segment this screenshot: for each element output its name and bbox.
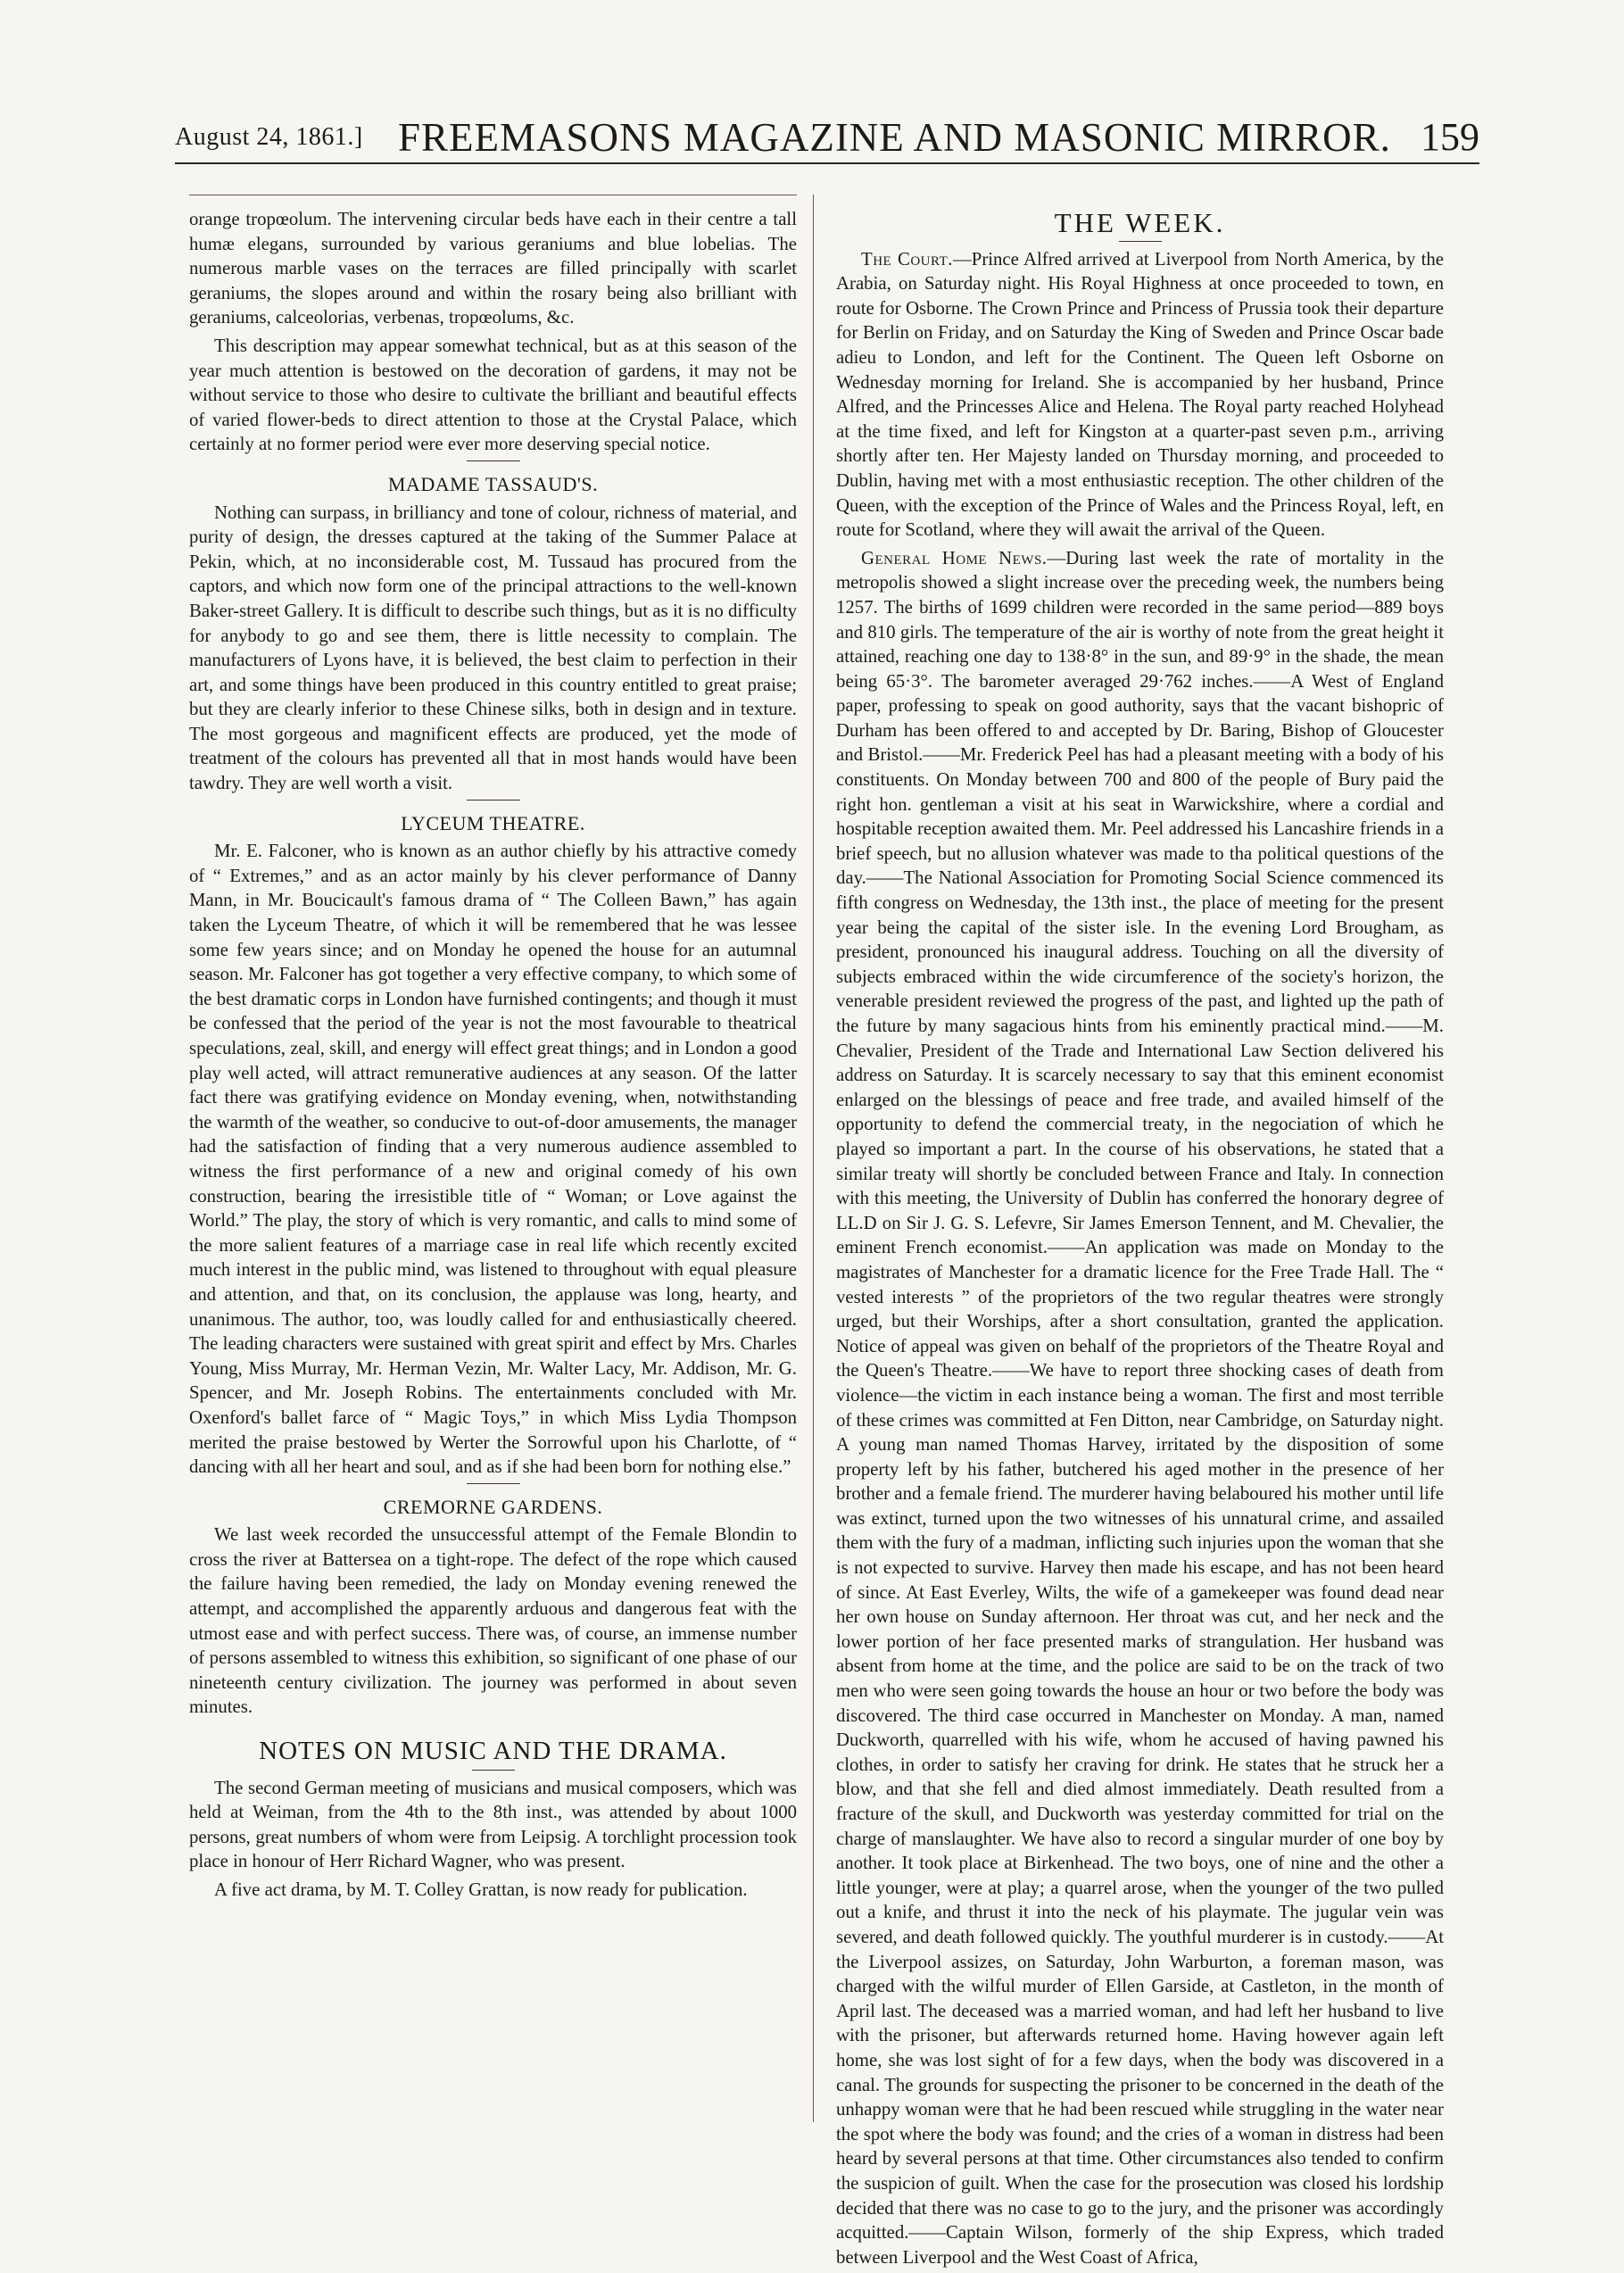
run-in-label: General Home News. — [861, 547, 1048, 568]
paragraph-text: —During last week the rate of mortality in the metropolis showed a slight increase over the preceding week, the numbers being 1257. The births of 1699 children were recorded in the same period—889 boys and 810 girls. The temperature of the air is worthy of note from the great height it attained, reaching one day to 138·8° in the sun, and 89·9° in the shade, the mean being 65·3°. The barometer averaged 29·762 inches.——A West of England paper, professing to speak on good authority, says that the vacant bishopric of Durham has been offered to and accepted by Dr. Baring, Bishop of Gloucester and Bristol.——Mr. Frederick Peel has had a pleasant meeting with a body of his constituents. On Monday between 700 and 800 of the people of Bury paid the right hon. gentleman a visit at his seat in Warwickshire, where a cordial and hospitable reception awaited them. Mr. Peel addressed his Lancashire friends in a brief speech, but no allusion whatever was made to tha political questions of the day.——The National Association for Promoting Social Science commenced its fifth congress on Wednesday, the 13th inst., the place of meeting for the present year being the capital of the sister isle. In the evening Lord Brougham, as president, pronounced his inaugural address. Touching on all the diversity of subjects embraced within the wide circumference of the society's horizon, the venerable president reviewed the progress of the past, and lighted up the path of the future by many sagacious hints from his eminently practical mind.——M. Chevalier, President of the Trade and International Law Section delivered his address on Saturday. It is scarcely necessary to say that this eminent economist enlarged on the blessings of peace and free trade, and availed himself of the opportunity to defend the commercial treaty, in the negociation of which he played so important a part. In the course of his observations, he stated that a similar treaty will shortly be concluded between France and Italy. In connection with this meeting, the University of Dublin has conferred the honorary degree of LL.D on Sir J. G. S. Lefevre, Sir James Emerson Tennent, and M. Chevalier, the eminent French economist.——An application was made on Monday to the magistrates of Manchester for a dramatic licence for the Free Trade Hall. The “ vested interests ” of the proprietors of the two regular theatres were strongly urged, but their Worships, after a short consultation, granted the application. Notice of appeal was given on behalf of the proprietors of the Theatre Royal and the Queen's Theatre.——We have to report three shocking cases of death from violence—the victim in each instance being a woman. The first and most terrible of these crimes was committed at Fen Ditton, near Cambridge, on Saturday night. A young man named Thomas Harvey, irritated by the disposition of some property left by his father, butchered his aged mother in the presence of her brother and a female friend. The murderer having belaboured his mother until life was extinct, turned upon the two witnesses of his unnatural crime, and assailed them with the fury of a madman, inflicting such injuries upon the woman that she is not expected to survive. Harvey then made his escape, and has not been heard of since. At East Everley, Wilts, the wife of a gamekeeper was found dead near her own house on Sunday afternoon. Her throat was cut, and her neck and the lower portion of her face presented marks of strangulation. Her husband was absent from home at the time, and the police are said to be on the track of two men who were seen going towards the house an hour or two before the body was discovered. The third case occurred in Manchester on Monday. A man, named Duckworth, quarrelled with his wife, whom he accused of having pawned his clothes, in order to satisfy her craving for drink. He states that he struck her a blow, and that she fell and died almost immediately. Death resulted from a fracture of the skull, and Duckworth was yesterday committed for trial on the charge of manslaughter. We have also to record a singular murder of one boy by another. It took place at Birkenhead. The two boys, one of nine and the other a little younger, were at play; a quarrel arose, when the younger of the two pulled out a knife, and thrust it into the neck of his playmate. The jugular vein was severed, and death followed quickly. The youthful murderer is in custody.——At the Liverpool assizes, on Saturday, John Warburton, a foreman mason, was charged with the wilful murder of Ellen Garside, at Castleton, in the month of April last. The deceased was a married woman, and had left her husband to live with the prisoner, but afterwards returned home. Having however again left home, she was lost sight of for a few days, when the body was discovered in a canal. The grounds for suspecting the prisoner to be concerned in the death of the unhappy woman were that he had been rescued while struggling in the water near the spot where the body was found; and the cries of a woman in distress had been heard by several persons at that time. Other circumstances also tended to confirm the suspicion of guilt. When the case for the prosecution was closed his lordship decided that there was no case to go to the jury, and the prisoner was accordingly acquitted.——Captain Wilson, formerly of the ship Express, which traded between Liverpool and the West Coast of Africa, — [836, 547, 1445, 2268]
paragraph-court — [836, 247, 1444, 543]
paragraph: The second German meeting of musicians and musical composers, which was held at Weiman, from the 4th to the 8th inst., was attended by about 1000 persons, great numbers of whom were from Leipsig. A torchlight procession took place in honour of Herr Richard Wagner, who was present. — [189, 1777, 797, 1872]
section-rule — [467, 460, 520, 461]
page-header — [175, 114, 1479, 164]
section-heading-cremorne: CREMORNE GARDENS. — [383, 1495, 603, 1518]
section-heading-lyceum: LYCEUM THEATRE. — [401, 811, 585, 834]
paragraph-home-news — [836, 546, 1444, 2270]
section-rule — [467, 800, 520, 801]
section-rule — [1119, 241, 1162, 242]
issue-date: August 24, 1861.] — [175, 123, 363, 151]
page-number: 159 — [1421, 115, 1479, 159]
section-heading-notes: NOTES ON MUSIC AND THE DRAMA. — [259, 1737, 727, 1766]
left-column — [189, 207, 797, 1906]
paragraph: orange tropœolum. The intervening circular beds have each in their centre a tall humæ elegans, surrounded by various geraniums and blue lobelias. The numerous marble vases on the terraces are filled principally with scarlet geraniums, the slopes around and within the rosary being also brilliant with geraniums, calceolorias, verbenas, tropœolums, &c. — [189, 209, 797, 328]
section-rule — [467, 1483, 520, 1484]
masthead-title: FREEMASONS MAGAZINE AND MASONIC MIRROR. — [398, 115, 1391, 160]
section-heading-tussaud: MADAME TASSAUD'S. — [387, 472, 599, 495]
right-column — [836, 207, 1444, 2273]
paragraph: We last week recorded the unsuccessful attempt of the Female Blondin to cross the river at Battersea on a tight-rope. The defect of the rope which caused the failure having been remedied, the lady on Monday evening renewed the attempt, and accomplished the apparently arduous and dangerous feat with the utmost ease and with perfect success. There was, of course, an immense number of persons assembled to witness this exhibition, so significant of one phase of our nineteenth century civilization. The journey was performed in about seven minutes. — [189, 1524, 797, 1718]
paragraph: This description may appear somewhat technical, but as at this season of the year much attention is bestowed on the decoration of gardens, it may not be without service to those who desire to cultivate the brilliant and beautiful effects of varied flower-beds to direct attention to those at the Crystal Palace, which certainly at no former period were ever more deserving special notice. — [189, 335, 797, 455]
paragraph-text: —Prince Alfred arrived at Liverpool from North America, by the Arabia, on Saturday night. His Royal Highness at once proceeded to town, en route for Osborne. The Crown Prince and Princess of Prussia took their departure for Berlin on Friday, and on Saturday the King of Sweden and Prince Oscar bade adieu to London, and left for the Continent. The Queen left Osborne on Wednesday morning for Ireland. She is accompanied by her husband, Prince Alfred, and the Princesses Alice and Helena. The Royal party reached Holyhead at the time fixed, and left for Kingston at a quarter-past seven p.m., arriving shortly after ten. Her Majesty landed on Thursday morning, and proceeded to Dublin, having met with a most enthusiastic reception. The other children of the Queen, with the exception of the Prince of Wales and the Princess Royal, left, en route for Scotland, where they will await the arrival of the Queen. — [836, 248, 1445, 541]
section-heading-week: THE WEEK. — [1054, 207, 1226, 238]
paragraph: Nothing can surpass, in brilliancy and tone of colour, richness of material, and purity of design, the dresses captured at the taking of the Summer Palace at Pekin, which, at no inconsiderable cost, M. Tussaud has procured from the captors, and which now form one of the principal attractions to the well-known Baker-street Gallery. It is difficult to describe such things, but as it is no difficulty for anybody to go and see them, there is little necessity to complain. The manufacturers of Lyons have, it is believed, the best claim to perfection in their art, and some things have been produced in this country entitled to great praise; but they are clearly inferior to these Chinese silks, both in design and in texture. The most gorgeous and magnificent effects are produced, yet the mode of treatment of the colours has prevented all that in most hands would have been tawdry. They are well worth a visit. — [189, 502, 797, 794]
section-rule — [472, 1770, 515, 1771]
run-in-label: The Court. — [861, 248, 953, 270]
column-divider — [813, 195, 814, 2122]
paragraph: Mr. E. Falconer, who is known as an author chiefly by his attractive comedy of “ Extremes,” and as an actor mainly by his clever performance of Danny Mann, in Mr. Boucicault's famous drama of “ The Colleen Bawn,” has again taken the Lyceum Theatre, of which it will be remembered that he was lessee some few years since; and on Monday he opened the house for an autumnal season. Mr. Falconer has got together a very effective company, to which some of the best dramatic corps in London have furnished contingents; and though it must be confessed that the period of the year is not the most favourable to theatrical speculations, zeal, skill, and energy will effect great things; and in London a good play well acted, will attract remunerative audiences at any season. Of the latter fact there was gratifying evidence on Monday evening, when, notwithstanding the warmth of the weather, so conducive to out-of-door amusements, the manager had the satisfaction of finding that a very numerous audience assembled to witness the first performance of a new and original comedy of his own construction, bearing the irresistible title of “ Woman; or Love against the World.” The play, the story of which is very romantic, and calls to mind some of the more salient features of a marriage case in real life which recently excited much interest in the public mind, was listened to throughout with equal pleasure and attention, and that, on its conclusion, the applause was long, hearty, and unanimous. The author, too, was loudly called for and enthusiastically cheered. The leading characters were sustained with great spirit and effect by Mrs. Charles Young, Miss Murray, Mr. Herman Vezin, Mr. Walter Lacy, Mr. Addison, Mr. G. Spencer, and Mr. Joseph Robins. The entertainments concluded with Mr. Oxenford's ballet farce of “ Magic Toys,” in which Miss Lydia Thompson merited the praise bestowed by Werter the Sorrowful upon his Charlotte, of “ dancing with all her heart and soul, and as if she had been born for nothing else.” — [189, 841, 797, 1478]
paragraph: A five act drama, by M. T. Colley Grattan, is now ready for publication. — [214, 1879, 748, 1900]
